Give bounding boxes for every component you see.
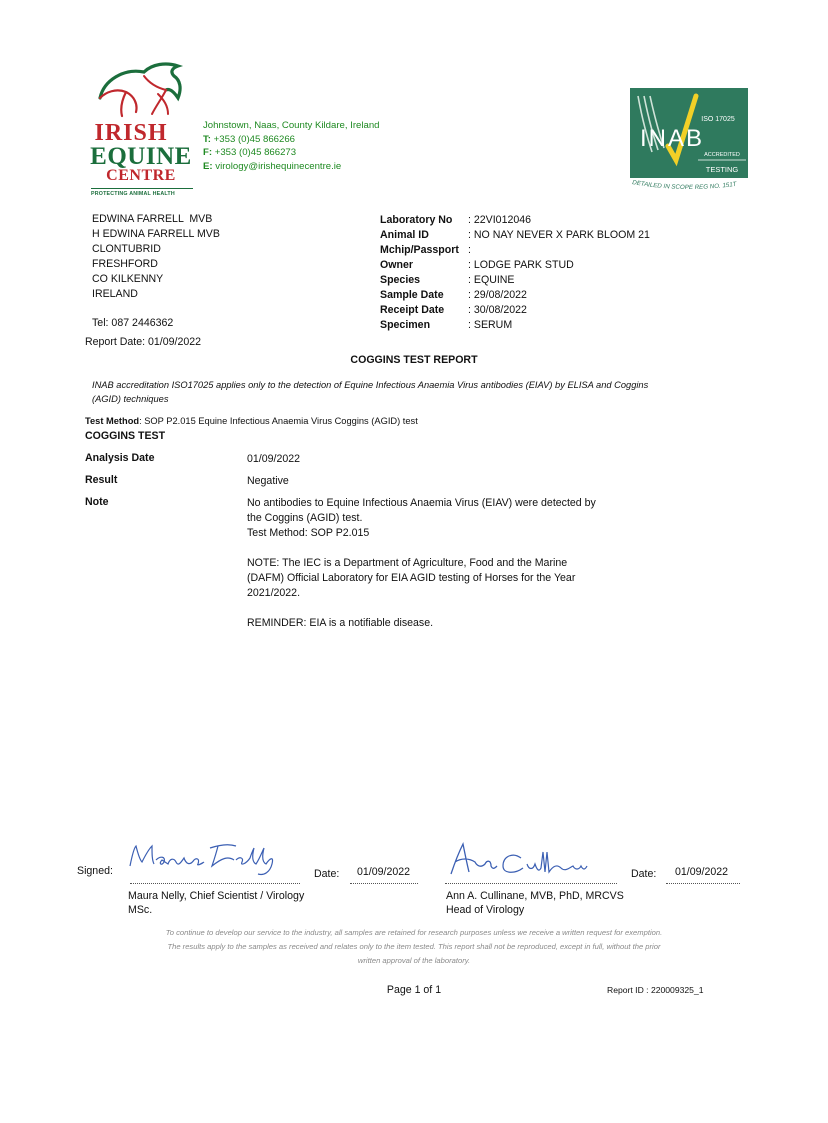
note-label: Note <box>85 496 109 508</box>
contact-block <box>203 119 380 173</box>
address-line: H EDWINA FARRELL MVB <box>92 228 220 240</box>
inab-brand: INAB <box>640 125 705 152</box>
analysis-date-label: Analysis Date <box>85 452 155 464</box>
report-id: Report ID : 220009325_1 <box>607 985 704 995</box>
inab-scope: DETAILED IN SCOPE REG NO. 151T <box>631 179 737 192</box>
page-number: Page 1 of 1 <box>386 984 442 996</box>
address-line: IRELAND <box>92 288 138 300</box>
inab-accredited: ACCREDITED <box>704 152 740 158</box>
signatory-2-name: Ann A. Cullinane, MVB, PhD, MRCVS <box>446 890 624 902</box>
signature-line-1 <box>130 883 300 884</box>
report-date: Report Date: 01/09/2022 <box>85 336 202 348</box>
signatory-1-degree: MSc. <box>128 904 153 916</box>
signature-line-2 <box>445 883 617 884</box>
contact-fax: F: +353 (0)45 866273 <box>203 147 297 158</box>
disclaimer-line: written approval of the laboratory. <box>357 956 471 965</box>
date-label-2: Date: <box>631 868 657 880</box>
signature-ann-cullinane <box>445 838 620 888</box>
lab-row-species: Species : EQUINE <box>380 274 515 286</box>
date-label-1: Date: <box>314 868 340 880</box>
test-title: COGGINS TEST <box>85 430 166 442</box>
signatory-2-title: Head of Virology <box>446 904 525 916</box>
inab-iso: ISO 17025 <box>701 116 735 123</box>
date-value-2: 01/09/2022 <box>675 866 729 878</box>
analysis-date-value: 01/09/2022 <box>247 453 301 465</box>
address-line: FRESHFORD <box>92 258 158 270</box>
lab-row-laboratory-no: Laboratory No : 22VI012046 <box>380 214 532 226</box>
lab-row-owner: Owner : LODGE PARK STUD <box>380 259 574 271</box>
address-line: EDWINA FARRELL MVB <box>92 213 213 225</box>
note-body <box>247 496 627 631</box>
note-line: REMINDER: EIA is a notifiable disease. <box>247 617 434 629</box>
signed-label: Signed: <box>77 865 113 877</box>
date-line-2 <box>666 883 740 884</box>
logo-line-irish: IRISH <box>94 120 168 146</box>
client-address <box>92 212 220 302</box>
logo-line-centre: CENTRE <box>106 167 176 184</box>
contact-email[interactable]: E: virology@irishequinecentre.ie <box>203 160 342 172</box>
lab-row-animal-id: Animal ID : NO NAY NEVER X PARK BLOOM 21 <box>380 229 650 241</box>
note-line: 2021/2022. <box>247 587 301 599</box>
date-line-1 <box>350 883 418 884</box>
logo-line-equine: EQUINE <box>90 143 192 170</box>
note-line: Test Method: SOP P2.015 <box>247 527 370 539</box>
irish-equine-centre-logo <box>86 58 196 203</box>
client-tel: Tel: 087 2446362 <box>92 317 174 329</box>
disclaimer-line: The results apply to the samples as received and relates only to the item tested. This report shall not be reproduced, except in full, without the prior <box>167 942 661 951</box>
lab-details <box>380 213 650 333</box>
note-line: the Coggins (AGID) test. <box>247 512 363 524</box>
signatory-1-name: Maura Nelly, Chief Scientist / Virology <box>128 890 305 902</box>
address-line: CO KILKENNY <box>92 273 164 285</box>
contact-address: Johnstown, Naas, County Kildare, Ireland <box>203 120 380 131</box>
report-title: COGGINS TEST REPORT <box>350 354 478 366</box>
result-value: Negative <box>247 475 289 487</box>
note-line: NOTE: The IEC is a Department of Agriculture, Food and the Marine <box>247 557 568 569</box>
inab-accreditation-badge <box>630 88 748 194</box>
signatory-1 <box>128 889 304 917</box>
date-value-1: 01/09/2022 <box>357 866 411 878</box>
disclaimer-line: To continue to develop our service to the industry, all samples are retained for research purposes unless we receive a written request for exemption. <box>165 928 663 937</box>
address-line: CLONTUBRID <box>92 243 161 255</box>
result-label: Result <box>85 474 118 486</box>
signatory-2 <box>446 889 624 917</box>
note-line: No antibodies to Equine Infectious Anaemia Virus (EIAV) were detected by <box>247 497 596 509</box>
svg-text:DETAILED IN SCOPE REG NO. 151T <box>632 179 738 191</box>
horse-logo-icon <box>86 58 196 122</box>
lab-row-receipt-date: Receipt Date : 30/08/2022 <box>380 304 527 316</box>
lab-row-sample-date: Sample Date : 29/08/2022 <box>380 289 527 301</box>
inab-note: INAB accreditation ISO17025 applies only to the detection of Equine Infectious Anaemia Virus antibodies (EIAV) by ELISA and Coggins (AGID) techniques <box>92 380 649 404</box>
inab-testing: TESTING <box>705 165 739 174</box>
disclaimer <box>100 926 728 968</box>
signature-maura-nelly <box>126 838 301 888</box>
contact-phone: T: +353 (0)45 866266 <box>203 133 296 145</box>
lab-row-specimen: Specimen : SERUM <box>380 319 513 331</box>
lab-row-mchip-passport: Mchip/Passport : <box>380 244 471 256</box>
logo-tagline: PROTECTING ANIMAL HEALTH <box>91 188 193 197</box>
note-line: (DAFM) Official Laboratory for EIA AGID testing of Horses for the Year <box>247 572 576 584</box>
test-method: Test Method: SOP P2.015 Equine Infectious Anaemia Virus Coggins (AGID) test <box>85 416 418 426</box>
